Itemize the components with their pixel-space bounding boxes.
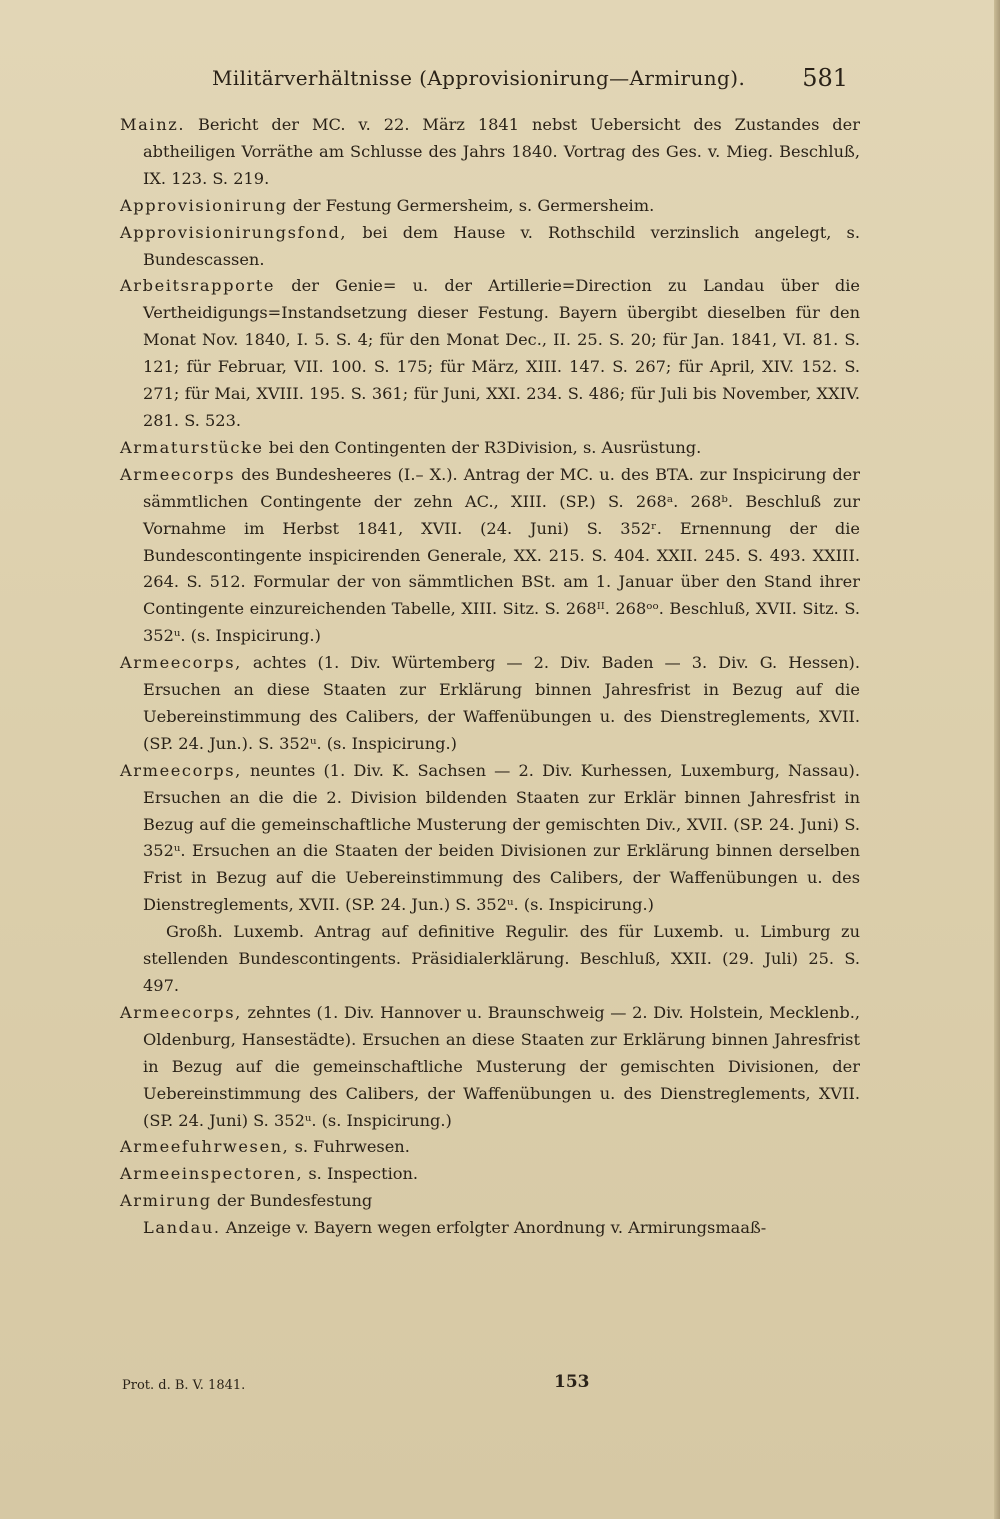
entry-text: s. Fuhrwesen. (289, 1137, 410, 1157)
entry-text: bei den Contingenten der R3Division, s. Ausrüstung. (263, 437, 702, 457)
index-entry (120, 435, 860, 462)
entry-head: Armeecorps, (120, 1002, 242, 1022)
entry-head: Arbeitsrapporte (120, 276, 276, 296)
entry-head: Armeefuhrwesen, (120, 1137, 290, 1157)
page-number: 581 (802, 64, 848, 92)
entry-text: Bericht der MC. v. 22. März 1841 nebst Uebersicht des Zustandes der abtheiligen Vorräthe am Schlusse des Jahrs 1840. Vortrag des Ges. v. Mieg. Beschluß, IX. 123. S. 219. (143, 115, 860, 188)
page-edge (994, 0, 1000, 1519)
entry-text: neuntes (1. Div. K. Sachsen — 2. Div. Kurhessen, Luxemburg, Nassau). Ersuchen an die die 2. Division bildenden Staaten zur Erklär binnen Jahresfrist in Bezug auf die gemeinschaftliche Musterung der gemischten Div., XVII. (SP. 24. Juni) S. 352ᵘ. Ersuchen an die Staaten der beiden Divisionen zur Erklärung binnen derselben Frist in Bezug auf die Uebereinstimmung des Calibers, der Waffenübungen u. des Dienstreglements, XVII. (SP. 24. Jun.) S. 352ᵘ. (s. Inspicirung.) (143, 760, 860, 915)
entry-text: zehntes (1. Div. Hannover u. Braunschweig — 2. Div. Holstein, Mecklenb., Oldenburg, Hansestädte). Ersuchen an diese Staaten zur Erklärung binnen Jahresfrist in Bezug auf die gemeinschaftliche Musterung der gemischten Divisionen, der Uebereinstimmung des Calibers, der Waffenübungen u. des Dienstreglements, XVII. (SP. 24. Juni) S. 352ᵘ. (s. Inspicirung.) (143, 1002, 860, 1130)
index-entry (120, 1000, 860, 1135)
entry-head: Armirung (120, 1191, 212, 1211)
index-entry (120, 650, 860, 758)
index-entry (120, 1161, 860, 1188)
index-entry (120, 462, 860, 650)
entry-text: Großh. Luxemb. Antrag auf definitive Regulir. des für Luxemb. u. Limburg zu stellenden Bundescontingents. Präsidialerklärung. Beschluß, XXII. (29. Juli) 25. S. 497. (143, 922, 860, 995)
entry-text: der Genie= u. der Artillerie=Direction zu Landau über die Vertheidigungs=Instandsetzung dieser Festung. Bayern übergibt dieselben für den Monat Nov. 1840, I. 5. S. 4; für den Monat Dec., II. 25. S. 20; für Jan. 1841, VI. 81. S. 121; für Februar, VII. 100. S. 175; für März, XIII. 147. S. 267; für April, XIV. 152. S. 271; für Mai, XVIII. 195. S. 361; für Juni, XXI. 234. S. 486; für Juli bis November, XXIV. 281. S. 523. (143, 276, 860, 430)
entry-head: Armaturstücke (120, 437, 264, 457)
index-subentry (120, 1215, 860, 1242)
running-head: Militärverhältnisse (Approvisionirung—Armirung). (212, 66, 746, 90)
entry-head: Armeecorps, (120, 760, 242, 780)
index-entry (120, 112, 860, 193)
page-header (0, 64, 1000, 100)
index-entry (120, 273, 860, 434)
entry-text: Anzeige v. Bayern wegen erfolgter Anordnung v. Armirungsmaaß- (220, 1218, 767, 1238)
entry-head: Approvisionirungsfond, (120, 222, 348, 242)
index-subentry (120, 919, 860, 1000)
entry-text: achtes (1. Div. Würtemberg — 2. Div. Baden — 3. Div. G. Hessen). Ersuchen an diese Staaten zur Erklärung binnen Jahresfrist in Bezug auf die Uebereinstimmung des Calibers, der Waffenübungen u. des Dienstreglements, XVII. (SP. 24. Jun.). S. 352ᵘ. (s. Inspicirung.) (143, 653, 860, 753)
index-entry (120, 1188, 860, 1215)
entry-head: Armeecorps (120, 464, 236, 484)
index-body (120, 112, 860, 1242)
entry-head: Landau. (143, 1218, 221, 1238)
index-entry (120, 758, 860, 919)
entry-text: des Bundesheeres (I.– X.). Antrag der MC. u. des BTA. zur Inspicirung der sämmtlichen Contingente der zehn AC., XIII. (SP.) S. 268ᵃ. 268ᵇ. Beschluß zur Vornahme im Herbst 1841, XVII. (24. Juni) S. 352ʳ. Ernennung der die Bundescontingente inspicirenden Generale, XX. 215. S. 404. XXII. 245. S. 493. XXIII. 264. S. 512. Formular der von sämmtlichen BSt. am 1. Januar über den Stand ihrer Contingente einzureichenden Tabelle, XIII. Sitz. S. 268ᴵᴵ. 268ᵒᵒ. Beschluß, XVII. Sitz. S. 352ᵘ. (s. Inspicirung.) (143, 464, 860, 646)
entry-head: Armeecorps, (120, 653, 242, 673)
entry-text: der Festung Germersheim, s. Germersheim. (287, 195, 655, 215)
entry-text: der Bundesfestung (211, 1191, 373, 1211)
entry-text: bei dem Hause v. Rothschild verzinslich angelegt, s. Bundescassen. (143, 222, 860, 269)
entry-head: Mainz. (120, 115, 186, 134)
index-entry (120, 193, 860, 220)
entry-head: Armeeinspectoren, (120, 1164, 304, 1184)
page-footer (0, 1372, 1000, 1402)
sheet-number: 153 (554, 1372, 590, 1392)
entry-head: Approvisionirung (120, 195, 288, 215)
index-entry (120, 220, 860, 274)
index-entry (120, 1134, 860, 1161)
entry-text: s. Inspection. (303, 1164, 419, 1184)
printer-signature: Prot. d. B. V. 1841. (122, 1378, 246, 1393)
